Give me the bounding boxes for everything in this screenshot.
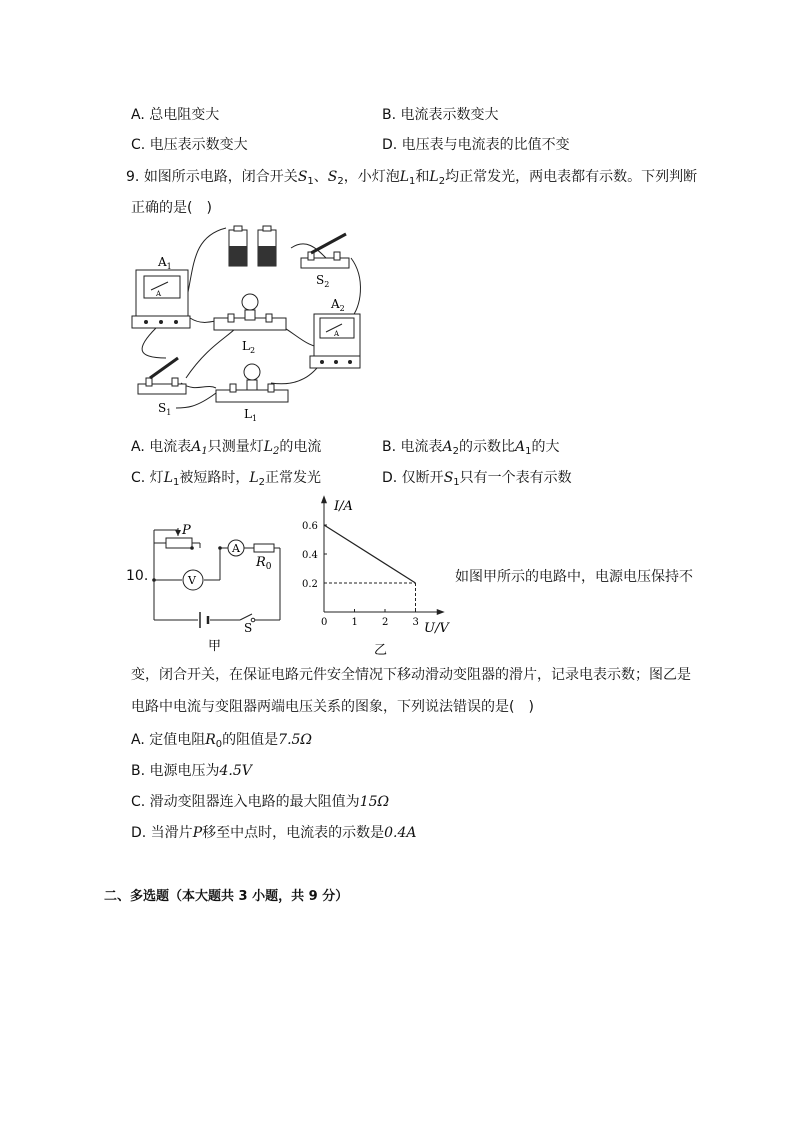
- ammeter-a1-icon: [132, 270, 190, 328]
- q9-option-a: A. 电流表$A_1$只测量灯$L_2$的电流: [131, 439, 322, 457]
- ammeter-a2-icon: [310, 314, 360, 368]
- q10-iu-chart: [294, 494, 464, 660]
- q9-stem: 9. 如图所示电路，闭合开关$S_1$、$S_2$，小灯泡$L_1$和$L_2$均正常发光，两电表都有示数。下列判断: [126, 169, 698, 187]
- s1-label: $S_1$: [158, 401, 172, 417]
- figure-caption-jia: 甲: [208, 639, 222, 654]
- l1-label: $L_1$: [244, 407, 258, 423]
- wire: [351, 258, 360, 318]
- wire: [142, 328, 166, 358]
- chart-xlabel: U/V: [424, 621, 449, 636]
- rheostat-icon: [166, 538, 192, 548]
- p-label: P: [182, 523, 191, 538]
- battery-icon: [258, 226, 276, 266]
- battery-icon: [229, 226, 247, 266]
- q8-option-c: C. 电压表示数变大: [131, 137, 248, 153]
- y-tick-label: 0.4: [302, 550, 318, 561]
- q10-option-d: D. 当滑片P移至中点时，电流表的示数是0.4A: [131, 825, 417, 841]
- slider-arrow-icon: [175, 530, 181, 536]
- q9-number: 9.: [126, 169, 140, 185]
- y-tick-label: 0.6: [302, 521, 318, 532]
- s2-label: $S_2$: [316, 273, 330, 289]
- chart-ylabel: I/A: [334, 499, 353, 514]
- q10-circuit-figure: [148, 522, 288, 654]
- a1-label: $A_1$: [158, 255, 172, 271]
- wire: [176, 393, 216, 408]
- a2-label: $A_2$: [331, 297, 345, 313]
- q10-stem-right: 如图甲所示的电路中，电源电压保持不: [455, 569, 693, 585]
- q10-option-c: C. 滑动变阻器连入电路的最大阻值为15Ω: [131, 794, 390, 810]
- figure-caption-yi: 乙: [374, 643, 388, 658]
- l2-label: $L_2$: [242, 339, 256, 355]
- r0-label: $R_0$: [256, 555, 272, 572]
- section-2-heading: 二、多选题（本大题共 3 小题，共 9 分）: [104, 889, 349, 904]
- x-tick-label: 0: [321, 617, 328, 628]
- q9-stem-line2: 正确的是( ): [131, 200, 212, 216]
- s-label: S: [244, 621, 253, 635]
- x-tick-label: 3: [412, 617, 419, 628]
- q8-option-b: B. 电流表示数变大: [382, 107, 499, 123]
- svg-text:A: A: [156, 290, 162, 298]
- y-tick-label: 0.2: [302, 579, 318, 590]
- x-tick-label: 1: [351, 617, 358, 628]
- q10-stem-line3: 电路中电流与变阻器两端电压关系的图象，下列说法错误的是( ): [131, 699, 534, 715]
- resistor-r0-icon: [254, 544, 274, 552]
- q10-stem-line2: 变，闭合开关，在保证电路元件安全情况下移动滑动变阻器的滑片，记录电表示数；图乙是: [131, 667, 691, 683]
- q10-number: 10.: [126, 568, 149, 584]
- q10-option-b: B. 电源电压为4.5V: [131, 763, 252, 779]
- q8-option-a: A. 总电阻变大: [131, 107, 220, 123]
- bulb-l1-icon: [216, 364, 288, 402]
- series-line: [324, 525, 416, 583]
- svg-text:V: V: [188, 574, 196, 587]
- q10-option-a: A. 定值电阻$R_0$的阻值是7.5Ω: [131, 732, 313, 750]
- svg-text:A: A: [232, 542, 240, 555]
- q8-option-d: D. 电压表与电流表的比值不变: [382, 137, 570, 153]
- svg-text:A: A: [334, 330, 340, 338]
- q9-option-c: C. 灯$L_1$被短路时，$L_2$正常发光: [131, 470, 322, 488]
- switch-s1-icon: [138, 358, 186, 394]
- bulb-l2-icon: [214, 294, 286, 330]
- wire: [186, 328, 236, 378]
- x-tick-label: 2: [382, 617, 389, 628]
- switch-s2-icon: [301, 234, 349, 268]
- q9-circuit-figure: [126, 218, 376, 428]
- x-axis-arrow-icon: [437, 609, 445, 615]
- q9-option-b: B. 电流表$A_2$的示数比$A_1$的大: [382, 439, 560, 457]
- q9-option-d: D. 仅断开$S_1$只有一个表有示数: [382, 470, 572, 488]
- switch-s-icon: [240, 614, 252, 620]
- y-axis-arrow-icon: [321, 495, 327, 503]
